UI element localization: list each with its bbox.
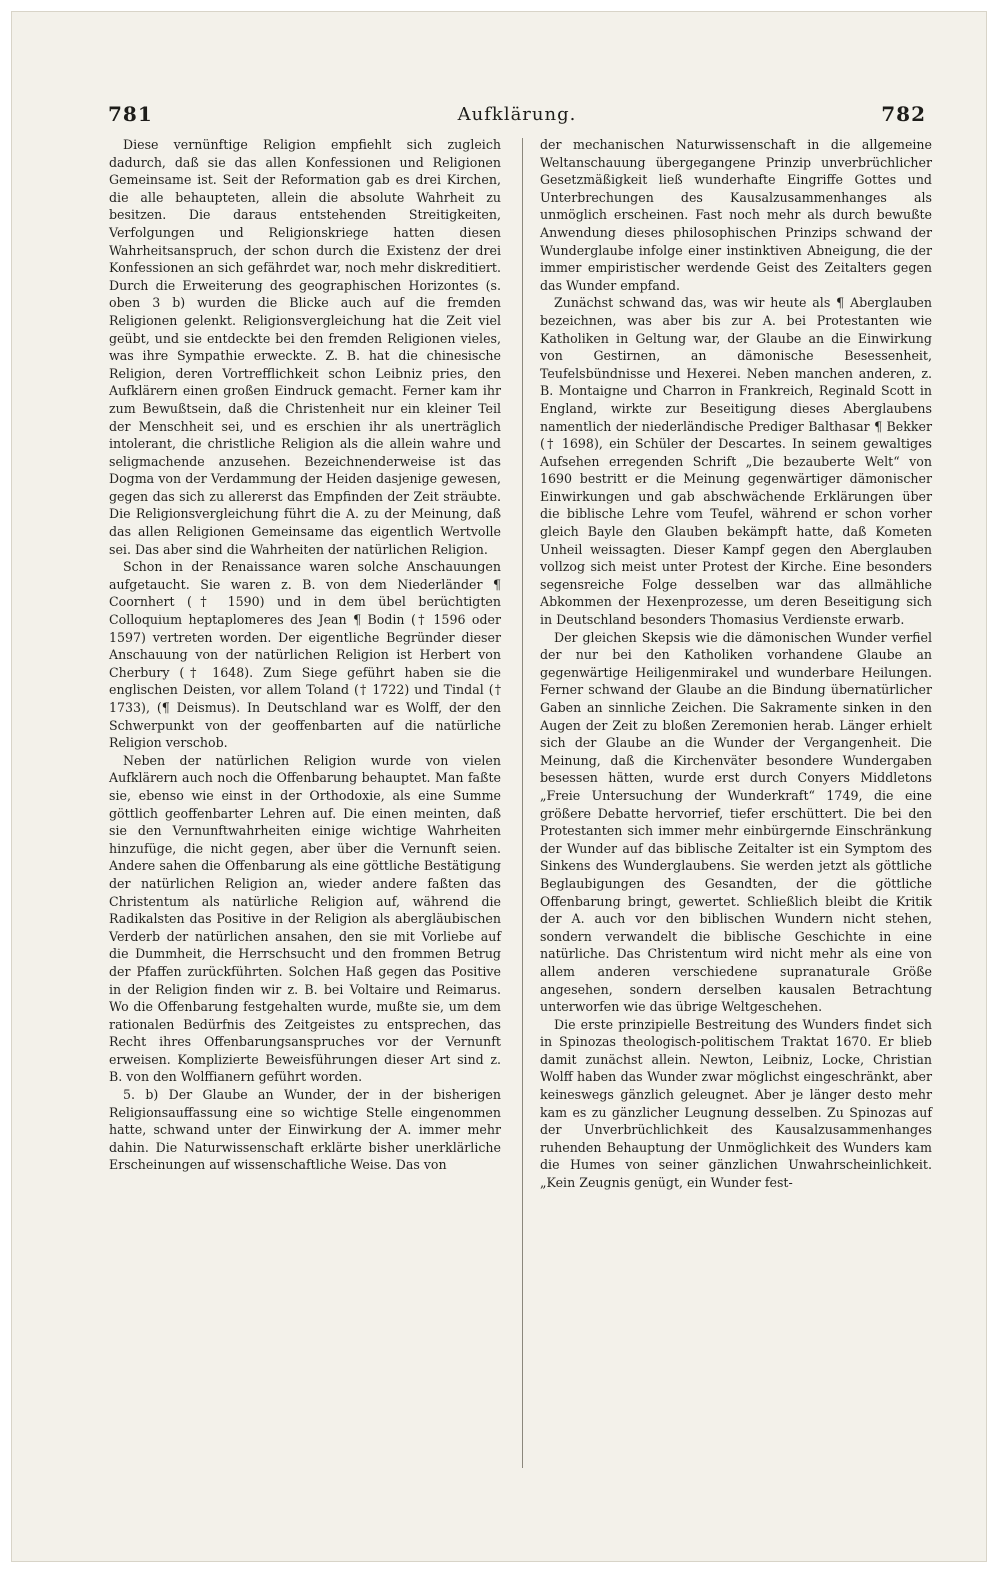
right-column: [540, 136, 932, 1192]
paragraph: Schon in der Renaissance waren solche Anschauungen aufgetaucht. Sie waren z. B. von dem Niederländer ¶ Coornhert († 1590) und in dem übel berüchtigten Colloquium heptaplomeres des Jean ¶ Bodin († 1596 oder 1597) vertreten worden. Der eigentliche Begründer dieser Anschauung von der natürlichen Religion ist Herbert von Cherbury († 1648). Zum Siege geführt haben sie die englischen Deisten, vor allem Toland († 1722) und Tindal († 1733), (¶ Deismus). In Deutschland war es Wolff, der den Schwerpunkt von der geoffenbarten auf die natürliche Religion verschob.: [109, 559, 501, 751]
running-header: [108, 98, 926, 130]
page-number-right: 782: [881, 102, 926, 126]
paragraph: Diese vernünftige Religion empfiehlt sich zugleich dadurch, daß sie das allen Konfessionen und Religionen Gemeinsame ist. Seit der Reformation gab es drei Kirchen, die alle behaupteten, allein die absolute Wahrheit zu besitzen. Die daraus entstehenden Streitigkeiten, Verfolgungen und Religionskriege hatten diesen Wahrheitsanspruch, der schon durch die Existenz der drei Konfessionen an sich gefährdet war, noch mehr diskreditiert. Durch die Erweiterung des geographischen Horizontes (s. oben 3 b) wurden die Blicke auch auf die fremden Religionen gelenkt. Religionsvergleichung hat die Zeit viel geübt, und sie entdeckte bei den fremden Religionen vieles, was ihre Sympathie erweckte. Z. B. hat die chinesische Religion, deren Vortrefflichkeit schon Leibniz pries, den Aufklärern einen großen Eindruck gemacht. Ferner kam ihr zum Bewußtsein, daß die Christenheit nur ein kleiner Teil der Menschheit sei, und es erschien ihr als unerträglich intolerant, die christliche Religion als die allein wahre und seligmachende anzusehen. Bezeichnenderweise ist das Dogma von der Verdammung der Heiden dasjenige gewesen, gegen das sich zu allererst das Empfinden der Zeit sträubte. Die Religionsvergleichung führt die A. zu der Meinung, daß das allen Religionen Gemeinsame das eigentlich Wertvolle sei. Das aber sind die Wahrheiten der natürlichen Religion.: [109, 137, 501, 557]
paragraph: Der gleichen Skepsis wie die dämonischen Wunder verfiel der nur bei den Katholiken vorhandene Glaube an gegenwärtige Heiligenmirakel und wunderbare Heilungen. Ferner schwand der Glaube an die Bindung übernatürlicher Gaben an sinnliche Zeichen. Die Sakramente sinken in den Augen der Zeit zu bloßen Zeremonien herab. Länger erhielt sich der Glaube an die Wunder der Vergangenheit. Die Meinung, daß die Kirchenväter besondere Wundergaben besessen hätten, wurde erst durch Conyers Middletons „Freie Untersuchung der Wunderkraft“ 1749, die eine größere Debatte hervorrief, tiefer erschüttert. Die bei den Protestanten sich immer mehr einbürgernde Einschränkung der Wunder auf das biblische Zeitalter ist ein Symptom des Sinkens des Wunderglaubens. Sie werden jetzt als göttliche Beglaubigungen des Gesandten, der die göttliche Offenbarung bringt, gewertet. Schließlich bleibt die Kritik der A. auch vor den biblischen Wundern nicht stehen, sondern verwandelt die biblische Geschichte in eine natürliche. Das Christentum wird nicht mehr als eine von allem anderen verschiedene supranaturale Größe angesehen, sondern derselben kausalen Betrachtung unterworfen wie das übrige Weltgeschehen.: [540, 629, 932, 1015]
left-column: [109, 136, 501, 1174]
page-number-left: 781: [108, 102, 153, 126]
column-divider: [522, 138, 523, 1468]
paragraph: der mechanischen Naturwissenschaft in die allgemeine Weltanschauung übergegangene Prinzip unverbrüchlicher Gesetzmäßigkeit ließ wunderhafte Eingriffe Gottes und Unterbrechungen des Kausalzusammenhanges als unmöglich erscheinen. Fast noch mehr als durch bewußte Anwendung dieses philosophischen Prinzips schwand der Wunderglaube infolge einer instinktiven Abneigung, die der immer empiristischer werdende Geist des Zeitalters gegen das Wunder empfand.: [540, 137, 932, 293]
paragraph: Zunächst schwand das, was wir heute als ¶ Aberglauben bezeichnen, was aber bis zur A. bei Protestanten wie Katholiken in Geltung war, der Glaube an die Einwirkung von Gestirnen, an dämonische Besessenheit, Teufelsbündnisse und Hexerei. Neben manchen anderen, z. B. Montaigne und Charron in Frankreich, Reginald Scott in England, wirkte zur Beseitigung dieses Aberglaubens namentlich der niederländische Prediger Balthasar ¶ Bekker († 1698), ein Schüler der Descartes. In seinem gewaltiges Aufsehen erregenden Schrift „Die bezauberte Welt“ von 1690 bestritt er die Meinung gegenwärtiger dämonischer Einwirkungen und gab abschwächende Erklärungen über die biblische Lehre vom Teufel, während er schon vorher gleich Bayle den Glauben bekämpft hatte, daß Kometen Unheil weissagten. Dieser Kampf gegen den Aberglauben vollzog sich meist unter Protest der Kirche. Eine besonders segensreiche Folge desselben war das allmähliche Abkommen der Hexenprozesse, um deren Beseitigung sich in Deutschland besonders Thomasius Verdienste erwarb.: [540, 295, 932, 628]
paragraph: Die erste prinzipielle Bestreitung des Wunders findet sich in Spinozas theologisch-politischem Traktat 1670. Er blieb damit zunächst allein. Newton, Leibniz, Locke, Christian Wolff haben das Wunder zwar möglichst eingeschränkt, aber keineswegs gänzlich geleugnet. Aber je länger desto mehr kam es zu gänzlicher Leugnung desselben. Zu Spinozas auf der Unverbrüchlichkeit des Kausalzusammenhanges ruhenden Behauptung der Unmöglichkeit des Wunders kam die Humes von seiner gänzlichen Unwahrscheinlichkeit. „Kein Zeugnis genügt, ein Wunder fest-: [540, 1016, 932, 1191]
running-title: Aufklärung.: [457, 103, 577, 125]
paragraph: 5. b) Der Glaube an Wunder, der in der bisherigen Religionsauffassung eine so wichtige Stelle eingenommen hatte, schwand unter der Einwirkung der A. immer mehr dahin. Die Naturwissenschaft erklärte bisher unerklärliche Erscheinungen auf wissenschaftliche Weise. Das von: [109, 1087, 501, 1173]
page: [12, 12, 986, 1561]
paragraph: Neben der natürlichen Religion wurde von vielen Aufklärern auch noch die Offenbarung behauptet. Man faßte sie, ebenso wie einst in der Orthodoxie, als eine Summe göttlich geoffenbarter Lehren auf. Die einen meinten, daß sie den Vernunftwahrheiten einige wichtige Wahrheiten hinzufüge, die nicht gegen, aber über die Vernunft seien. Andere sahen die Offenbarung als eine göttliche Bestätigung der natürlichen Religion an, wieder andere faßten das Christentum als natürliche Religion auf, während die Radikalsten das Positive in der Religion als abergläubischen Verderb der natürlichen ansahen, den sie mit Vorliebe auf die Dummheit, die Herrschsucht und den frommen Betrug der Pfaffen zurückführten. Solchen Haß gegen das Positive in der Religion finden wir z. B. bei Voltaire und Reimarus. Wo die Offenbarung festgehalten wurde, mußte sie, um dem rationalen Bedürfnis des Zeitgeistes zu entsprechen, das Recht ihres Offenbarungsanspruches vor der Vernunft erweisen. Komplizierte Beweisführungen dieser Art sind z. B. von den Wolffianern geführt worden.: [109, 752, 501, 1085]
